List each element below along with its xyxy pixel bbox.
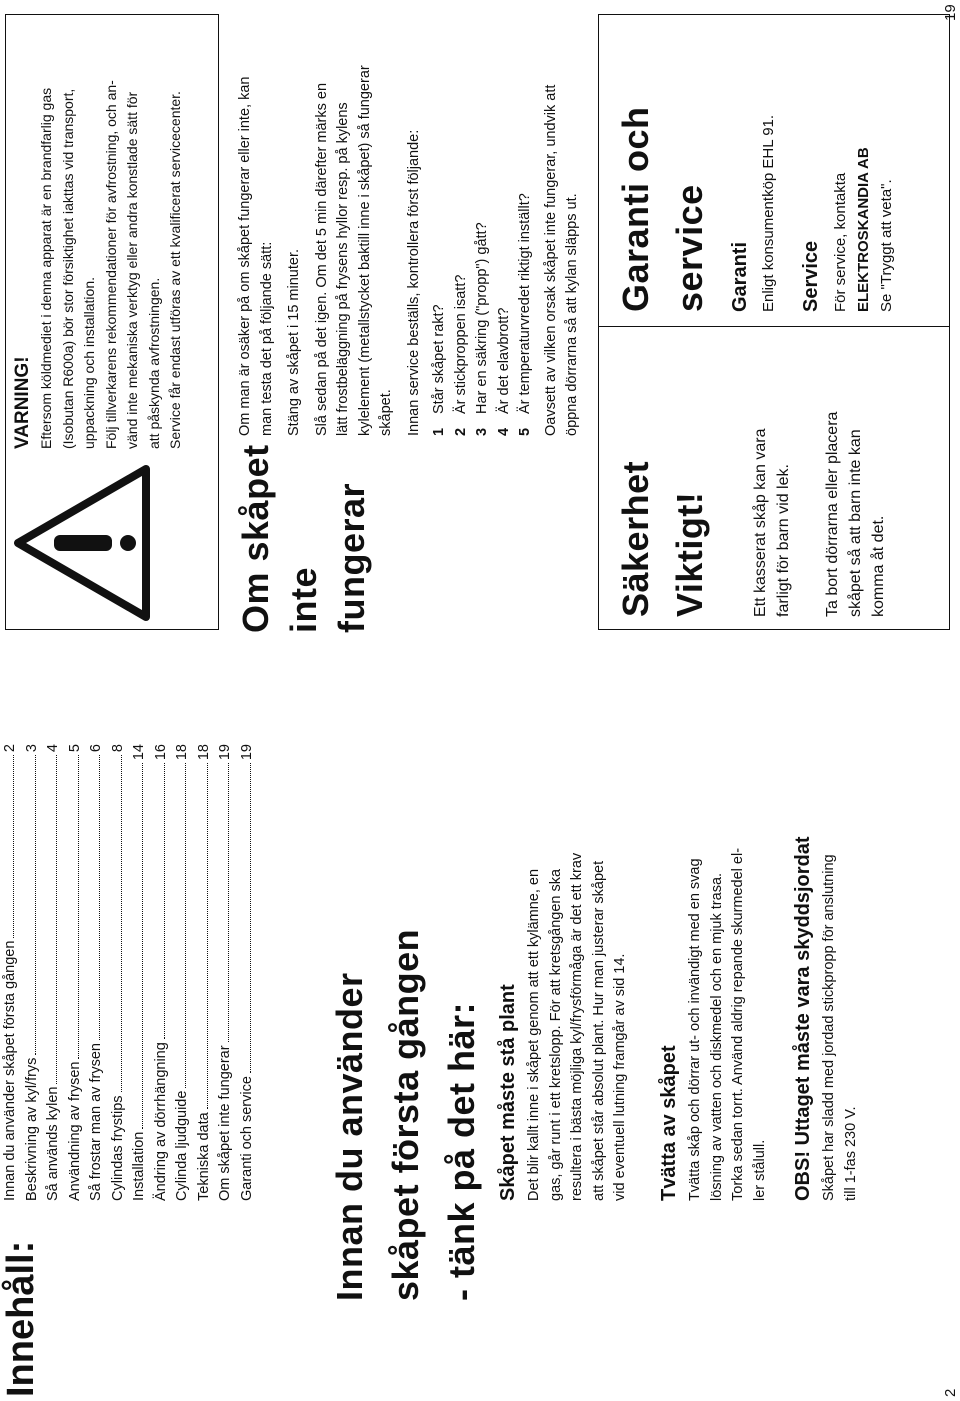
check-list xyxy=(429,16,537,436)
text-line: resultera i bästa möjliga kyl/frysförmåga är det ett krav xyxy=(569,852,585,1201)
toc-row[interactable] xyxy=(153,744,175,1201)
toc-row[interactable] xyxy=(239,744,261,1201)
toc-row[interactable] xyxy=(131,744,153,1201)
trouble-heading-line: inte xyxy=(283,566,324,633)
toc-label: Tekniska data xyxy=(195,1112,212,1201)
warranty-details xyxy=(729,22,898,312)
safety-heading-line: Säkerhet xyxy=(615,460,656,617)
text-line: Skåpet har sladd med jordad stickpropp för anslutning xyxy=(821,854,837,1201)
safety-panel xyxy=(599,326,949,629)
garanti-text: Enligt konsumentköp EHL 91. xyxy=(760,114,777,312)
check-text: Är stickproppen isatt? xyxy=(452,274,469,414)
warranty-heading-line: Garanti och xyxy=(615,106,656,312)
check-text: Har en säkring ("propp") gått? xyxy=(474,222,490,414)
plant-heading: Skåpet måste stå plant xyxy=(497,984,519,1201)
toc-label: Cylinda ljudguide xyxy=(174,1090,190,1201)
check-text: Är temperaturvredet riktigt inställt? xyxy=(517,193,533,414)
warning-text xyxy=(36,21,187,449)
toc-row[interactable] xyxy=(45,744,67,1201)
check-item xyxy=(451,16,473,436)
text-line: Det blir kallt inne i skåpet genom att ett kylämne, en xyxy=(526,868,542,1201)
toc-title: Innehåll: xyxy=(0,1240,42,1397)
text-line: Torka sedan torrt. Använd aldrig repande skurmedel el- xyxy=(730,847,746,1201)
warranty-heading xyxy=(609,106,717,312)
garanti-heading: Garanti xyxy=(729,241,751,312)
warranty-panel xyxy=(599,15,949,326)
toc-page: 4 xyxy=(45,744,61,753)
text-line: Om man är osäker på om skåpet fungerar eller inte, kan xyxy=(237,76,253,436)
intro-heading xyxy=(322,929,490,1301)
text-line: vid eventuell lutning framgår av sid 14. xyxy=(612,953,628,1201)
text-line: Följ tillverkarens rekommendationer för avfrostning, och an- xyxy=(102,80,119,449)
text-line: lätt frostbeläggning på frysens hyllor resp. på kylens xyxy=(335,102,351,436)
text-line: komma åt det. xyxy=(870,515,887,617)
toc-label: Så används kylen xyxy=(45,1086,61,1201)
service-company: ELEKTROSKANDIA AB xyxy=(855,147,872,312)
text-line: Eftersom köldmediet i denna apparat är en brandfarlig gas xyxy=(38,87,54,449)
toc-page: 16 xyxy=(152,744,169,761)
text-line: kylelement (metallstycket baktill inne i skåpet) så fungerar xyxy=(356,65,373,436)
check-item xyxy=(472,16,494,436)
toc-row[interactable] xyxy=(217,744,239,1201)
text-line: Tvätta skåp och dörrar ut- och invändigt med en svag xyxy=(687,858,703,1201)
text-line: man testa det på följande sätt: xyxy=(258,241,275,436)
warning-content xyxy=(12,21,187,449)
check-item xyxy=(429,16,451,436)
service-text xyxy=(829,22,898,312)
toc-page: 8 xyxy=(109,744,126,753)
check-number: 3 xyxy=(474,427,490,436)
toc-label: Ändring av dörrhängning xyxy=(152,1042,169,1201)
warning-triangle-icon xyxy=(12,463,152,623)
table-of-contents xyxy=(2,744,260,1201)
text-line: Ett kasserat skåp kan vara xyxy=(752,428,769,617)
intro-heading-line: - tänk på det här: xyxy=(441,1001,482,1301)
toc-label: Innan du använder skåpet första gången xyxy=(2,940,18,1201)
toc-page: 19 xyxy=(238,744,255,761)
section-obs xyxy=(792,741,862,1201)
check-number: 4 xyxy=(495,427,512,436)
text-line: Service får endast utföras av ett kvalificerat servicecenter. xyxy=(167,91,183,449)
check-item xyxy=(494,16,516,436)
toc-label: Beskrivning av kyl/frys xyxy=(23,1057,40,1201)
toc-row[interactable] xyxy=(88,744,110,1201)
text-line: skåpet. xyxy=(378,389,394,436)
text-line: ler stålull. xyxy=(751,1139,768,1201)
text-line: skåpet så att barn inte kan xyxy=(847,429,864,617)
toc-label: Användning av frysen xyxy=(66,1061,83,1201)
wash-heading: Tvätta av skåpet xyxy=(658,1045,680,1201)
toc-page: 6 xyxy=(88,744,104,753)
check-item xyxy=(515,16,537,436)
text-line: Innan service beställs, kontrollera först följande: xyxy=(405,129,422,436)
section-plant xyxy=(497,746,632,1201)
warning-title: VARNING! xyxy=(12,356,33,449)
toc-row[interactable] xyxy=(2,744,24,1201)
safety-heading xyxy=(609,461,717,617)
text-line: lösning av vatten och diskmedel och en mjuk trasa. xyxy=(708,872,725,1201)
toc-page: 2 xyxy=(2,744,18,753)
toc-page: 3 xyxy=(23,744,40,753)
text-line: Stäng av skåpet i 15 minuter. xyxy=(286,249,302,436)
toc-label: Garanti och service xyxy=(238,1076,255,1201)
warranty-heading-line: service xyxy=(669,184,710,312)
check-number: 1 xyxy=(431,427,447,436)
toc-label: Cylindas frystips xyxy=(109,1095,126,1201)
toc-label: Så frostar man av frysen xyxy=(88,1043,104,1201)
check-text: Är det elavbrott? xyxy=(495,307,512,414)
check-number: 5 xyxy=(517,427,533,436)
toc-page: 18 xyxy=(195,744,212,761)
toc-row[interactable] xyxy=(67,744,89,1201)
text-line: att påskynda avfrostningen. xyxy=(145,277,162,449)
intro-heading-line: Innan du använder xyxy=(329,972,370,1301)
page-number-right: 19 xyxy=(942,4,959,21)
toc-row[interactable] xyxy=(110,744,132,1201)
warning-box xyxy=(5,14,219,630)
toc-row[interactable] xyxy=(174,744,196,1201)
check-number: 2 xyxy=(452,427,469,436)
text-line: För service, kontakta xyxy=(832,172,849,312)
text-line: att skåpet står absolut plant. Hur man justerar skåpet xyxy=(590,860,607,1201)
trouble-heading xyxy=(232,444,376,633)
toc-row[interactable] xyxy=(196,744,218,1201)
text-line: vänd inte mekaniska verktyg eller andra konstlade sätt för xyxy=(124,91,140,449)
toc-label: Om skåpet inte fungerar xyxy=(217,1045,233,1201)
section-wash xyxy=(658,746,771,1201)
plant-text xyxy=(524,746,632,1201)
toc-row[interactable] xyxy=(24,744,46,1201)
obs-text xyxy=(819,741,862,1201)
text-line: Slå sedan på det igen. Om det 5 min därefter märks en xyxy=(313,82,330,436)
service-heading: Service xyxy=(800,240,822,312)
trouble-heading-line: Om skåpet xyxy=(235,444,276,633)
text-line: (Isobutan R600a) bör stor försiktighet iakttas vid transport, xyxy=(59,88,76,449)
trouble-text xyxy=(235,16,584,436)
text-line: gas, går runt i ett kretslopp. För att kretsgången ska xyxy=(547,868,564,1201)
text-line: Oavsett av vilken orsak skåpet inte fungerar, undvik att xyxy=(542,84,559,436)
trouble-heading-line: fungerar xyxy=(331,482,372,633)
toc-page: 5 xyxy=(66,744,83,753)
text-line: uppackning och installation. xyxy=(81,276,97,449)
text-line: till 1-fas 230 V. xyxy=(842,1106,859,1201)
toc-page: 18 xyxy=(174,744,190,761)
text-line: farligt för barn vid lek. xyxy=(775,464,792,617)
toc-label: Installation xyxy=(131,1131,147,1201)
intro-heading-line: skåpet första gången xyxy=(385,928,426,1301)
page-number-left: 2 xyxy=(942,1388,959,1397)
check-text: Står skåpet rakt? xyxy=(431,304,447,414)
toc-page: 19 xyxy=(217,744,233,761)
safety-text xyxy=(749,337,890,617)
text-line: öppna dörrarna så att kylan släpps ut. xyxy=(564,193,580,436)
safety-warranty-frame xyxy=(598,14,950,630)
safety-heading-line: Viktigt! xyxy=(669,491,710,617)
text-line: Ta bort dörrarna eller placera xyxy=(824,411,841,617)
wash-text xyxy=(685,746,771,1201)
toc-page: 14 xyxy=(131,744,147,761)
text-line: Se "Tryggt att veta". xyxy=(878,179,895,312)
obs-heading: OBS! Uttaget måste vara skyddsjordat xyxy=(792,836,814,1201)
